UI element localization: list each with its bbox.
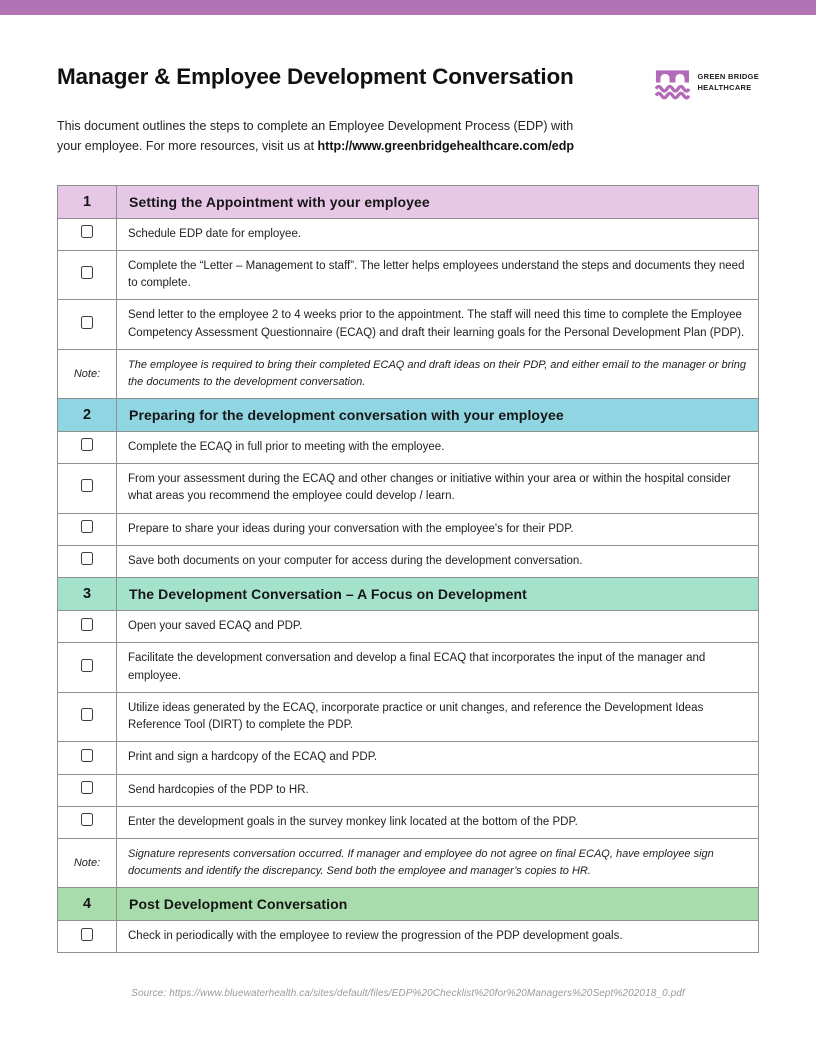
task-text: Complete the “Letter – Management to staff”. The letter helps employees understand the steps and documents they need to complete. [117,250,759,300]
source-citation: Source: https://www.bluewaterhealth.ca/sites/default/files/EDP%20Checklist%20for%20Managers%20Sept%202018_0.pdf [131,988,685,999]
task-checkbox[interactable] [81,928,93,941]
task-row [58,774,759,806]
task-text: Open your saved ECAQ and PDP. [117,611,759,643]
page-title: Manager & Employee Development Conversation [57,64,574,89]
task-checkbox[interactable] [81,781,93,794]
checkbox-cell [58,611,117,643]
intro-line2: your employee. For more resources, visit us at [57,138,318,153]
task-row [58,742,759,774]
task-text: Prepare to share your ideas during your conversation with the employee's for their PDP. [117,513,759,545]
brand-name-line1: GREEN BRIDGE [697,71,759,81]
task-checkbox[interactable] [81,813,93,826]
brand-name-line2: HEALTHCARE [697,82,752,92]
checkbox-cell [58,921,117,953]
task-row [58,431,759,463]
task-text: Send hardcopies of the PDP to HR. [117,774,759,806]
section-title: Post Development Conversation [117,888,759,921]
section-number: 2 [58,398,117,431]
section-title: Setting the Appointment with your employee [117,185,759,218]
task-checkbox[interactable] [81,266,93,279]
note-text: Signature represents conversation occurred. If manager and employee do not agree on final ECAQ, have employee sign documents and identify the discrepancy. Send both the employee and manager’s copies to HR. [117,839,759,888]
section-number: 4 [58,888,117,921]
checkbox-cell [58,692,117,742]
intro-line1: This document outlines the steps to complete an Employee Development Process (EDP) with [57,119,574,133]
task-checkbox[interactable] [81,316,93,329]
task-text: Complete the ECAQ in full prior to meeting with the employee. [117,431,759,463]
section-4-header-row [58,888,759,921]
section-2-header-row [58,398,759,431]
section-number: 1 [58,185,117,218]
note-label: Note: [58,839,117,888]
checkbox-cell [58,545,117,577]
task-row [58,806,759,838]
section-title: Preparing for the development conversation with your employee [117,398,759,431]
checkbox-cell [58,643,117,693]
section-number: 3 [58,578,117,611]
checkbox-cell [58,218,117,250]
checkbox-cell [58,774,117,806]
task-text: Send letter to the employee 2 to 4 weeks prior to the appointment. The staff will need this time to complete the Employee Competency Assessment Questionnaire (ECAQ) and draft their learning goals for the Personal Development Plan (PDP). [117,300,759,350]
note-row [58,839,759,888]
task-row [58,692,759,742]
note-text: The employee is required to bring their completed ECAQ and draft ideas on their PDP, and either email to the manager or bring the documents to the development conversation. [117,349,759,398]
task-text: Utilize ideas generated by the ECAQ, incorporate practice or unit changes, and reference the Development Ideas Reference Tool (DIRT) to complete the PDP. [117,692,759,742]
checkbox-cell [58,250,117,300]
checkbox-cell [58,742,117,774]
task-text: From your assessment during the ECAQ and other changes or initiative within your area or within the hospital consider what areas you recommend the employee could develop / learn. [117,464,759,514]
task-checkbox[interactable] [81,479,93,492]
task-text: Save both documents on your computer for access during the development conversation. [117,545,759,577]
checklist-table-body [58,185,759,953]
note-label: Note: [58,349,117,398]
task-checkbox[interactable] [81,438,93,451]
bridge-waves-icon [655,65,690,100]
task-checkbox[interactable] [81,520,93,533]
section-3-header-row [58,578,759,611]
note-row [58,349,759,398]
task-checkbox[interactable] [81,659,93,672]
brand-name [697,72,759,94]
section-title: The Development Conversation – A Focus on Development [117,578,759,611]
checkbox-cell [58,300,117,350]
checkbox-cell [58,464,117,514]
task-row [58,513,759,545]
task-row [58,464,759,514]
task-text: Enter the development goals in the survey monkey link located at the bottom of the PDP. [117,806,759,838]
brand-logo [655,65,759,100]
task-row [58,300,759,350]
intro-paragraph [57,117,697,157]
task-row [58,643,759,693]
task-text: Facilitate the development conversation and develop a final ECAQ that incorporates the input of the manager and employee. [117,643,759,693]
task-text: Check in periodically with the employee to review the progression of the PDP development goals. [117,921,759,953]
task-row [58,545,759,577]
task-text: Print and sign a hardcopy of the ECAQ and PDP. [117,742,759,774]
checkbox-cell [58,806,117,838]
task-checkbox[interactable] [81,225,93,238]
task-row [58,611,759,643]
checkbox-cell [58,431,117,463]
task-row [58,218,759,250]
edp-checklist-table [57,185,759,954]
task-checkbox[interactable] [81,618,93,631]
task-checkbox[interactable] [81,708,93,721]
task-row [58,921,759,953]
document-header [57,63,759,100]
checkbox-cell [58,513,117,545]
top-accent-bar [0,0,816,15]
task-checkbox[interactable] [81,749,93,762]
task-checkbox[interactable] [81,552,93,565]
section-1-header-row [58,185,759,218]
resources-url-link[interactable]: http://www.greenbridgehealthcare.com/edp [317,138,575,153]
task-text: Schedule EDP date for employee. [117,218,759,250]
task-row [58,250,759,300]
